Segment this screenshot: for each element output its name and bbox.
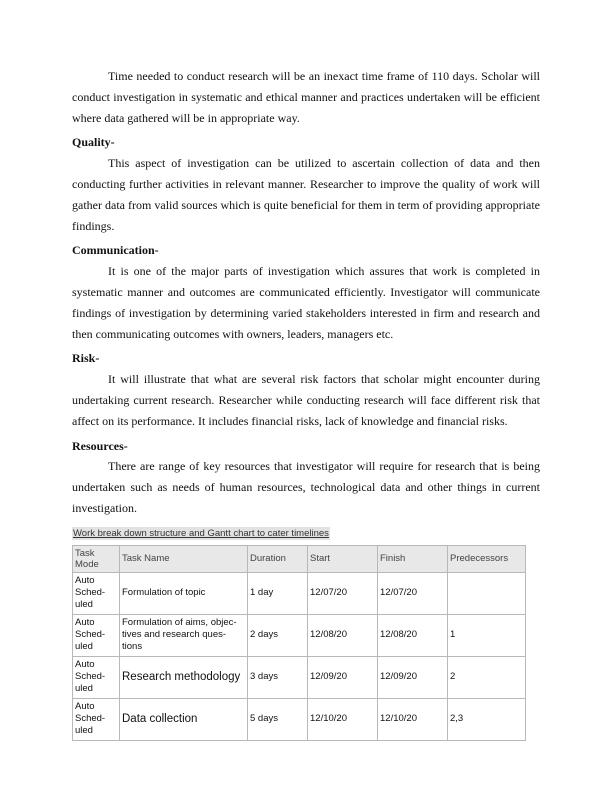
start-cell: 12/10/20 xyxy=(308,698,378,740)
task-name-cell: Formulation of aims, objec-tives and research ques-tions xyxy=(120,614,248,656)
task-mode-cell: Auto Sched-uled xyxy=(73,614,120,656)
task-name-cell: Formulation of topic xyxy=(120,572,248,614)
finish-cell: 12/07/20 xyxy=(378,572,448,614)
header-task-name: Task Name xyxy=(120,545,248,572)
predecessors-cell xyxy=(448,572,526,614)
communication-paragraph: It is one of the major parts of investigation which assures that work is completed in systematic manner and outcomes are communicated efficiently. Investigator will communicate findings of investigation by determining varied stakeholders interested in firm and research and then communicating outcomes with owners, leaders, managers etc. xyxy=(72,264,540,341)
intro-paragraph: Time needed to conduct research will be an inexact time frame of 110 days. Scholar will conduct investigation in systematic and ethical manner and practices undertaken will be efficient where data gathered will be in appropriate way. xyxy=(72,69,540,125)
finish-cell: 12/10/20 xyxy=(378,698,448,740)
task-mode-cell: Auto Sched-uled xyxy=(73,656,120,698)
wbs-gantt-table xyxy=(72,545,526,741)
table-caption: Work break down structure and Gantt chart to cater timelines xyxy=(73,527,329,539)
task-name-cell: Data collection xyxy=(120,698,248,740)
header-start: Start xyxy=(308,545,378,572)
risk-paragraph: It will illustrate that what are several risk factors that scholar might encounter during undertaking current research. Researcher while conducting research will face different risk that affect on its performance. It includes financial risks, lack of knowledge and financial risks. xyxy=(72,372,540,428)
duration-cell: 3 days xyxy=(248,656,308,698)
header-predecessors: Predecessors xyxy=(448,545,526,572)
predecessors-cell: 1 xyxy=(448,614,526,656)
table-header-row xyxy=(73,545,526,572)
predecessors-cell: 2 xyxy=(448,656,526,698)
start-cell: 12/09/20 xyxy=(308,656,378,698)
duration-cell: 2 days xyxy=(248,614,308,656)
table-caption-wrap xyxy=(72,523,540,541)
start-cell: 12/07/20 xyxy=(308,572,378,614)
duration-cell: 1 day xyxy=(248,572,308,614)
quality-heading: Quality- xyxy=(72,135,115,150)
header-duration: Duration xyxy=(248,545,308,572)
table-row xyxy=(73,656,526,698)
task-mode-cell: Auto Sched-uled xyxy=(73,698,120,740)
finish-cell: 12/09/20 xyxy=(378,656,448,698)
start-cell: 12/08/20 xyxy=(308,614,378,656)
task-name-cell: Research methodology xyxy=(120,656,248,698)
duration-cell: 5 days xyxy=(248,698,308,740)
document-content xyxy=(72,66,540,741)
risk-heading: Risk- xyxy=(72,351,100,366)
finish-cell: 12/08/20 xyxy=(378,614,448,656)
header-task-mode: Task Mode xyxy=(73,545,120,572)
resources-paragraph: There are range of key resources that investigator will require for research that is being undertaken such as needs of human resources, technological data and other things in current investigation. xyxy=(72,459,540,515)
task-mode-cell: Auto Sched-uled xyxy=(73,572,120,614)
table-row xyxy=(73,698,526,740)
table-row xyxy=(73,614,526,656)
communication-heading: Communication- xyxy=(72,243,159,258)
predecessors-cell: 2,3 xyxy=(448,698,526,740)
table-row xyxy=(73,572,526,614)
resources-heading: Resources- xyxy=(72,438,128,453)
quality-paragraph: This aspect of investigation can be utilized to ascertain collection of data and then conducting further activities in relevant manner. Researcher to improve the quality of work will gather data from valid sources which is quite beneficial for them in term of providing appropriate findings. xyxy=(72,156,540,233)
header-finish: Finish xyxy=(378,545,448,572)
